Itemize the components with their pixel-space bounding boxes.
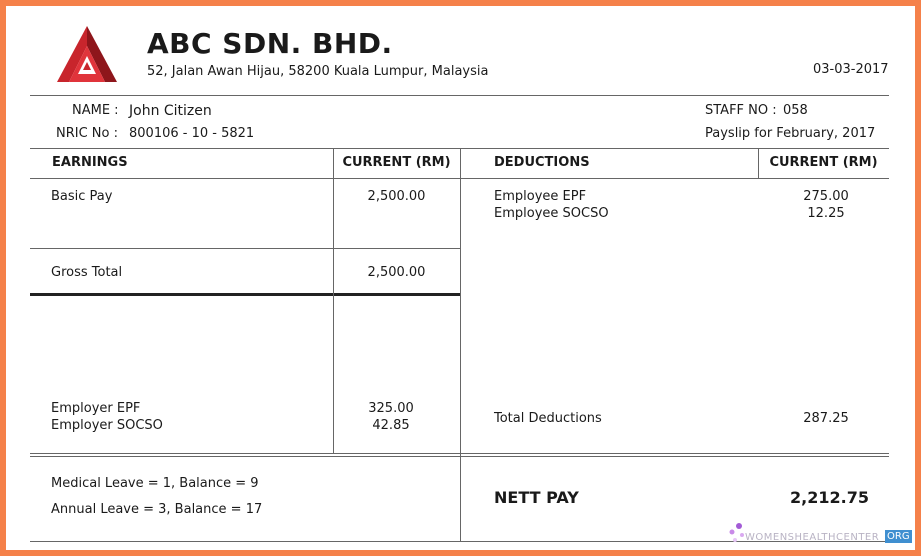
payslip-period: Payslip for February, 2017 (705, 126, 876, 141)
gross-total-underline (30, 293, 460, 296)
basic-pay-value: 2,500.00 (367, 189, 426, 204)
staff-no-label: STAFF NO : (705, 103, 777, 118)
basic-pay-label: Basic Pay (51, 189, 113, 204)
nric-value: 800106 - 10 - 5821 (129, 126, 255, 141)
divider (30, 95, 889, 96)
watermark-suffix: ORG (887, 531, 910, 542)
employer-epf-label: Employer EPF (51, 401, 141, 416)
employer-epf-value: 325.00 (368, 401, 414, 416)
col-divider-middle (460, 148, 461, 542)
total-deductions-value: 287.25 (803, 411, 849, 426)
earnings-current-header: CURRENT (RM) (342, 155, 451, 170)
company-address: 52, Jalan Awan Hijau, 58200 Kuala Lumpur, Malaysia (147, 64, 489, 79)
gross-total-value: 2,500.00 (367, 265, 426, 280)
nric-label: NRIC No : (56, 126, 118, 141)
watermark-dots-icon (727, 522, 747, 544)
employee-socso-label: Employee SOCSO (494, 206, 609, 221)
earnings-line (30, 248, 460, 249)
employee-socso-value: 12.25 (807, 206, 845, 221)
payslip-date: 03-03-2017 (813, 62, 889, 77)
nett-pay-label: NETT PAY (494, 488, 579, 507)
deductions-header: DEDUCTIONS (494, 155, 590, 170)
company-logo-icon (56, 24, 118, 84)
earnings-header: EARNINGS (52, 155, 128, 170)
nett-pay-value: 2,212.75 (790, 488, 869, 507)
employee-epf-label: Employee EPF (494, 189, 587, 204)
gross-total-label: Gross Total (51, 265, 123, 280)
company-name: ABC SDN. BHD. (147, 27, 393, 60)
name-label: NAME : (72, 103, 119, 118)
staff-no-value: 058 (783, 103, 808, 118)
total-deductions-label: Total Deductions (494, 411, 602, 426)
medical-leave: Medical Leave = 1, Balance = 9 (51, 476, 259, 491)
employer-socso-label: Employer SOCSO (51, 418, 163, 433)
employer-socso-value: 42.85 (372, 418, 410, 433)
deductions-current-header: CURRENT (RM) (769, 155, 878, 170)
annual-leave: Annual Leave = 3, Balance = 17 (51, 502, 263, 517)
watermark-text: WOMENSHEALTHCENTER (745, 532, 880, 543)
employee-epf-value: 275.00 (803, 189, 849, 204)
name-value: John Citizen (129, 103, 212, 119)
